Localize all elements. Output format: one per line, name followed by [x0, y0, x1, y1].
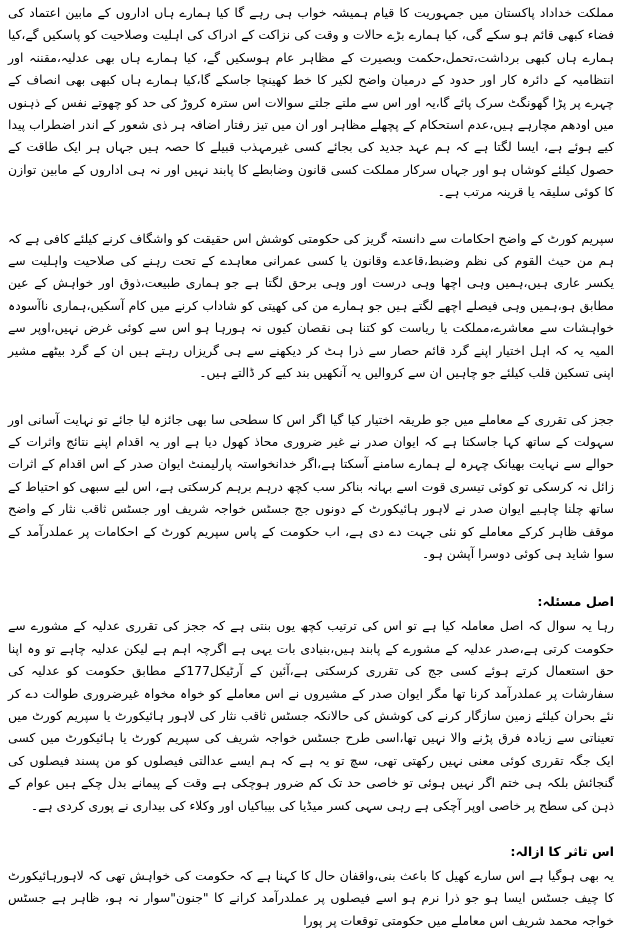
section-heading: اس تاثر کا ازالہ: — [510, 845, 614, 860]
article-paragraph: مملکت خداداد پاکستان میں جمہوریت کا قیام ہمیشہ خواب ہی رہے گا کیا ہمارے ہاں اداروں کے مابین اعتماد کی فضاء کبھی قائم ہو سکے گی، کیا ہمارے بڑے حالات و وقت کی نزاکت کے ادراک کی اہلیت وصلاحیت کو پاسکیں گے،کیا ہمارے ہاں کبھی برداشت،تحمل،حکمت وبصیرت کے مظاہر عام ہوسکیں گے، کیا ہمارے ہاں بھی عدلیہ،مقننہ اور انتظامیہ کے دائرہ کار اور حدود کے درمیان واضح لکیر کا خط کھینچا جاسکے گا،کیا ہمارے ہاں کبھی بھی انصاف کے چہرے پر پڑا گھونگٹ سرک پائے گا،یہ اور اس سے ملتے جلتے سوالات اس سترہ کروڑ کی حد کو چھوتے نفس کے ذہنوں میں اودھم مچارہے ہیں،عدم استحکام کے پچھلے مظاہر اور ان میں تیز رفتار اضافہ ہر ذی شعور کے اندر اضطراب پیدا کیے ہوئے ہے، ایسا لگتا ہے کہ ہم عہد جدید کی بجائے کسی غیرمہذب قبیلے کا حصہ ہیں جہاں ہر ایک طاقت کے حصول کیلئے کوشاں ہو اور جہاں سرکار مملکت کسی قانون وضابطے کا پابند نہیں اور نہ ہی اداروں کے مابین توازن کا کوئی سلیقہ یا قرینہ مرتب ہے۔ — [8, 5, 614, 200]
section-heading: اصل مسئلہ: — [537, 595, 614, 611]
paragraph-spacer — [8, 204, 614, 228]
article-paragraph: رہا یہ سوال کہ اصل معاملہ کیا ہے تو اس کی ترتیب کچھ یوں بنتی ہے کہ ججز کی تقرری عدلیہ کے مشورے سے حکومت کرتی ہے،صدر عدلیہ کے مشورے کے پابند ہیں،بنیادی بات یہی ہے اگرچہ اہم ہے لیکن عدلیہ چاہے تو وہ اپنا حق استعمال کرتے ہوئے کسی جج کی تقرری کرسکتی ہے،آئین کے آرٹیکل177کے مطابق حکومت کو عدلیہ کی سفارشات پر عملدرآمد کرنا تھا مگر ایوان صدر کے مشیروں نے اس معاملے کو خواہ مخواہ غیرضروری طوالت دے کر نئے بحران کیلئے زمین سازگار کرنے کی کوشش کی حالانکہ جسٹس ثاقب نثار کی لاہور ہائیکورٹ یا سپریم کورٹ میں تعیناتی سے زیادہ فرق پڑنے والا نہیں تھا،اسی طرح جسٹس خواجہ شریف کی سپریم کورٹ یا ہائیکورٹ میں کسی ایک جگہ تقرری کوئی معنی نہیں رکھتی تھی، سچ تو یہ ہے کہ ہم ایسے عدالتی فیصلوں کو من پسند فیصلوں کی گنجائش بلکہ ہی ختم اگر نہیں ہوئی تو خاصی حد تک کم ضرور ہوچکی ہے وقت کے پیمانے بدل چکے ہیں عوام کے ذہن کی سطح پر خاصی اوپر آچکی ہے رہی سہی کسر میڈیا کی بیباکیاں اور وکلاء کی بیداری نے پوری کردی ہے۔ — [8, 618, 614, 813]
article-paragraph: یہ بھی ہوگیا ہے اس سارے کھیل کا باعث بنی،واقفان حال کا کہنا ہے کہ حکومت کی خواہش تھی کہ لاہورہائیکورٹ کا چیف جسٹس ایسا ہو جو ذرا نرم ہو اسے فیصلوں پر عملدرآمد کرانے کا "جنون"سوار نہ ہو، ظاہر ہے جسٹس خواجہ محمد شریف اس معاملے میں حکومتی توقعات پر پورا — [8, 868, 614, 928]
paragraph-spacer — [8, 565, 614, 591]
paragraph-spacer — [8, 385, 614, 409]
article-paragraph: ججز کی تقرری کے معاملے میں جو طریقہ اختیار کیا گیا اگر اس کا سطحی سا بھی جائزہ لیا جائے تو نہایت آسانی اور سہولت کے ساتھ کہا جاسکتا ہے کہ ایوان صدر نے غیر ضروری محاذ کھول دیا ہے اور یہ اقدام اپنے نتائج واثرات کے حوالے سے نہایت بھیانک چہرہ لے ہمارے سامنے آسکتا ہے،اگر خدانخواستہ پارلیمنٹ ایوان صدر کے اس اقدام کے اثرات زائل نہ کرسکی تو کوئی تیسری قوت اسے بہانہ بناکر سب کچھ درہم برہم کرسکتی ہے، اس لیے سبھی کو احتیاط کے ساتھ چلنا چاہیے ایوان صدر نے لاہور ہائیکورٹ کے دونوں جج جسٹس خواجہ شریف اور جسٹس ثاقب نثار کے واضح موقف ظاہر کرکے معاملے کو نئی جہت دے دی ہے، اب حکومت کے پاس سپریم کورٹ کے احکامات پر عملدرآمد کے سوا شاید ہی کوئی دوسرا آپشن ہو۔ — [8, 411, 614, 561]
article-paragraph: سپریم کورٹ کے واضح احکامات سے دانستہ گریز کی حکومتی کوشش اس حقیقت کو واشگاف کرنے کیلئے کافی ہے کہ ہم من حیث القوم کی نظم وضبط،قاعدے وقانون یا کسی عمرانی معاہدے کے تحت رہنے کی صلاحیت واہلیت سے یکسر عاری ہیں،ہمیں وہی اچھا وہی درست اور وہی برحق لگتا ہے جو ہماری طبیعت،ذوق اور خواہش کے عین مطابق ہو،ہمیں وہی فیصلے اچھے لگتے ہیں جو ہمارے من کی کھیتی کو شاداب کرنے میں کام آسکیں،ہماری ناآسودہ خواہشات سے معاشرے،مملکت یا ریاست کو کتنا ہی نقصان کیوں نہ ہورہا ہو اس سے کوئی غرض نہیں،اوپر سے المیہ یہ کہ اہل اختیار اپنے گرد قائم حصار سے ذرا ہٹ کر دیکھنے سے ہی گریزاں رہتے ہیں ان کے گرد بیٹھے مشیر اپنی تسکین قلب کیلئے جو چاہیں ان سے کروالیں یہ آنکھیں بند کیے کر ڈالتے ہیں۔ — [8, 230, 614, 381]
paragraph-spacer — [8, 817, 614, 841]
